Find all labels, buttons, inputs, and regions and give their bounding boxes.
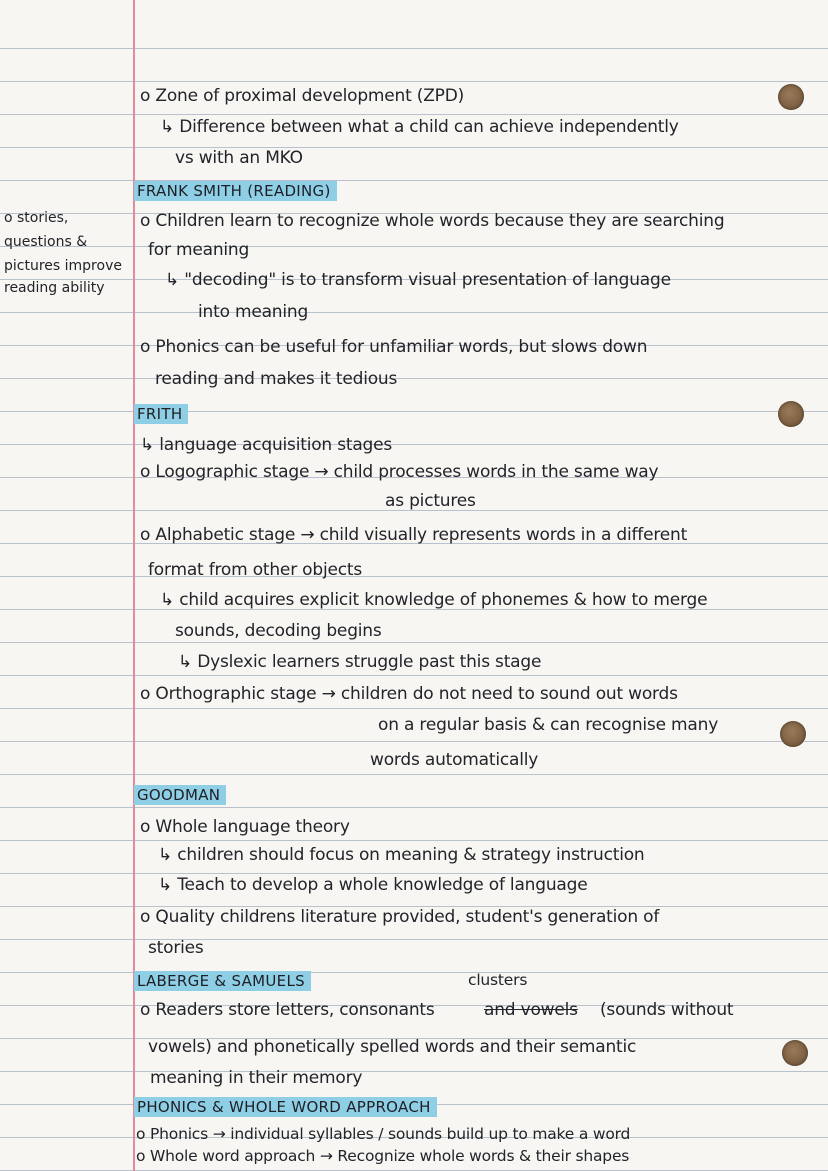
note-line: meaning in their memory: [150, 1068, 363, 1088]
note-line: vs with an MKO: [175, 148, 303, 168]
note-line: o Readers store letters, consonants: [140, 1000, 435, 1020]
note-line: ↳ children should focus on meaning & strategy instruction: [158, 845, 645, 865]
margin-line: [133, 0, 135, 1171]
margin-note-line: reading ability: [4, 280, 105, 296]
note-line: (sounds without: [600, 1000, 734, 1020]
section-heading: FRITH: [134, 404, 188, 424]
punch-hole: [778, 84, 804, 110]
note-line: o Zone of proximal development (ZPD): [140, 86, 465, 106]
note-line: o Phonics → individual syllables / sounds build up to make a word: [136, 1125, 631, 1143]
note-line: o Children learn to recognize whole words because they are searching: [140, 211, 725, 231]
section-heading: FRANK SMITH (READING): [134, 181, 337, 201]
note-line: ↳ language acquisition stages: [140, 435, 393, 455]
note-line: reading and makes it tedious: [155, 369, 398, 389]
note-line: for meaning: [148, 240, 250, 260]
note-line: into meaning: [198, 302, 309, 322]
section-heading: LABERGE & SAMUELS: [134, 971, 311, 991]
note-line: sounds, decoding begins: [175, 621, 382, 641]
note-line: ↳ child acquires explicit knowledge of phonemes & how to merge: [160, 590, 708, 610]
insertion-note: clusters: [468, 971, 528, 989]
crossed-out-text: and vowels: [484, 1000, 578, 1020]
punch-hole: [780, 721, 806, 747]
note-line: o Phonics can be useful for unfamiliar words, but slows down: [140, 337, 648, 357]
note-line: o Quality childrens literature provided, student's generation of: [140, 907, 660, 927]
section-heading: GOODMAN: [134, 785, 226, 805]
punch-hole: [782, 1040, 808, 1066]
note-line: ↳ Teach to develop a whole knowledge of language: [158, 875, 588, 895]
margin-note-line: questions &: [4, 234, 88, 250]
note-line: ↳ Difference between what a child can achieve independently: [160, 117, 679, 137]
note-line: format from other objects: [148, 560, 363, 580]
note-line: o Logographic stage → child processes words in the same way: [140, 462, 659, 482]
punch-hole: [778, 401, 804, 427]
note-line: o Whole language theory: [140, 817, 350, 837]
margin-note-line: o stories,: [4, 210, 69, 226]
note-line: o Alphabetic stage → child visually represents words in a different: [140, 525, 688, 545]
note-line: stories: [148, 938, 204, 958]
section-heading: PHONICS & WHOLE WORD APPROACH: [134, 1097, 437, 1117]
note-line: as pictures: [385, 491, 476, 511]
note-line: vowels) and phonetically spelled words and their semantic: [148, 1037, 637, 1057]
note-line: ↳ Dyslexic learners struggle past this stage: [178, 652, 542, 672]
note-line: words automatically: [370, 750, 539, 770]
note-line: on a regular basis & can recognise many: [378, 715, 719, 735]
note-line: o Whole word approach → Recognize whole words & their shapes: [136, 1147, 630, 1165]
note-line: ↳ "decoding" is to transform visual presentation of language: [165, 270, 671, 290]
note-line: o Orthographic stage → children do not need to sound out words: [140, 684, 678, 704]
margin-note-line: pictures improve: [4, 258, 122, 274]
